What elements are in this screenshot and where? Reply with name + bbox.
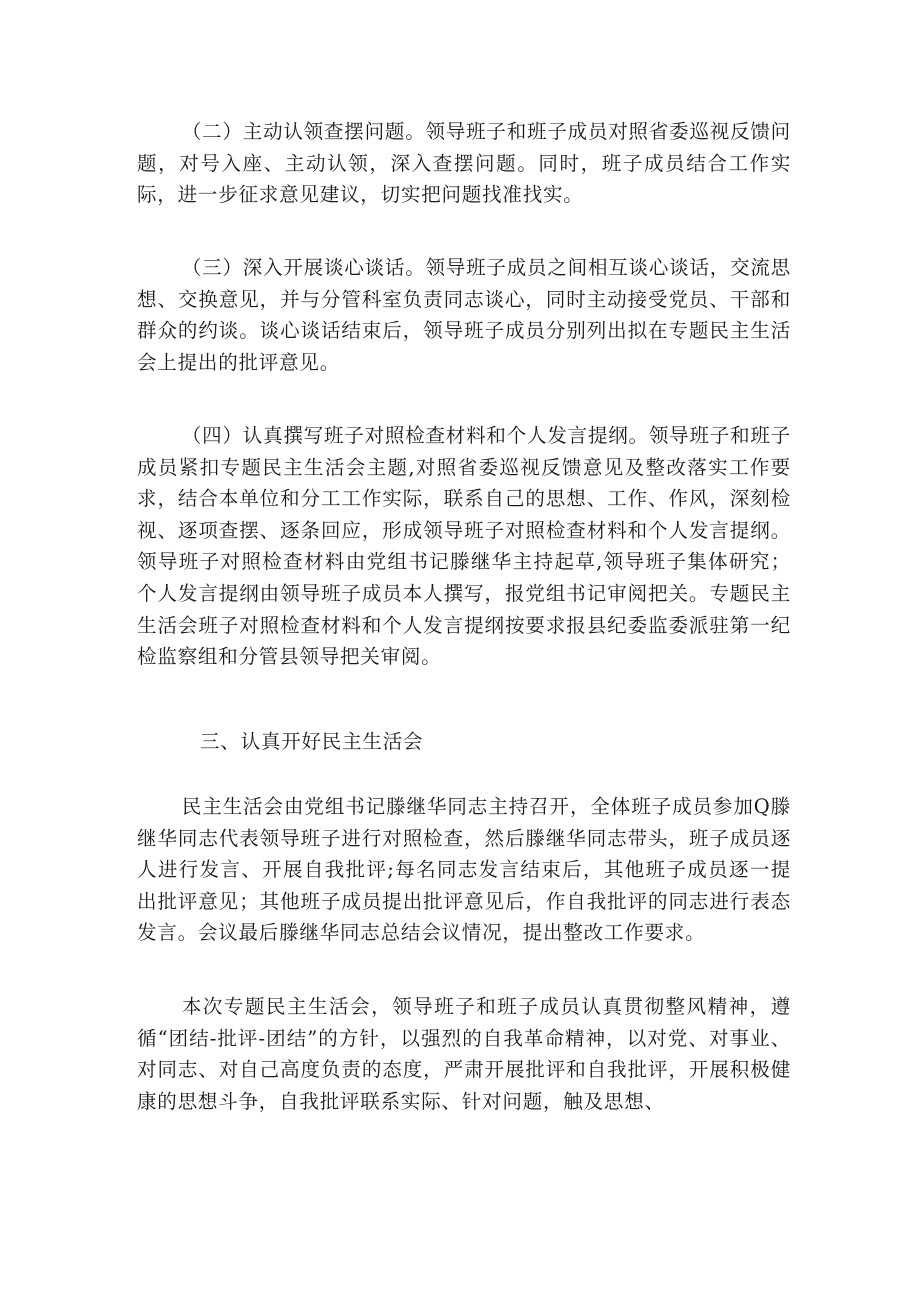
paragraph-meeting-process: 民主生活会由党组书记滕继华同志主持召开，全体班子成员参加Q滕继华同志代表领导班子进行对照检查，然后滕继华同志带头，班子成员逐人进行发言、开展自我批评;每名同志发言结束后，其他班子成员逐一提出批评意见；其他班子成员提出批评意见后，作自我批评的同志进行表态发言。会议最后滕继华同志总结会议情况，提出整改工作要求。 bbox=[137, 795, 791, 945]
paragraph-meeting-summary: 本次专题民主生活会，领导班子和班子成员认真贯彻整风精神，遵循“团结-批评-团结”的方针，以强烈的自我革命精神，以对党、对事业、对同志、对自己高度负责的态度，严肃开展批评和自我批评，开展积极健康的思想斗争，自我批评联系实际、针对问题，触及思想、 bbox=[137, 995, 791, 1113]
paragraph-2-problem-identification: （二）主动认领查摆问题。领导班子和班子成员对照省委巡视反馈问题，对号入座、主动认领，深入查摆问题。同时，班子成员结合工作实际，进一步征求意见建议，切实把问题找准找实。 bbox=[137, 120, 791, 207]
section-heading: 三、认真开好民主生活会 bbox=[200, 730, 424, 753]
paragraph-4-self-inspection-materials: （四）认真撰写班子对照检查材料和个人发言提纲。领导班子和班子成员紧扣专题民主生活会主题,对照省委巡视反馈意见及整改落实工作要求，结合本单位和分工工作实际，联系自己的思想、工作、作风，深刻检视、逐项查摆、逐条回应，形成领导班子对照检查材料和个人发言提纲。领导班子对照检查材料由党组书记滕继华主持起草,领导班子集体研究；个人发言提纲由领导班子成员本人撰写，报党组书记审阅把关。专题民主生活会班子对照检查材料和个人发言提纲按要求报县纪委监委派驻第一纪检监察组和分管县领导把关审阅。 bbox=[137, 424, 791, 669]
paragraph-3-heart-to-heart-talks: （三）深入开展谈心谈话。领导班子成员之间相互谈心谈话，交流思想、交换意见，并与分管科室负责同志谈心，同时主动接受党员、干部和群众的约谈。谈心谈话结束后，领导班子成员分别列出拟在专题民主生活会上提出的批评意见。 bbox=[137, 256, 791, 374]
